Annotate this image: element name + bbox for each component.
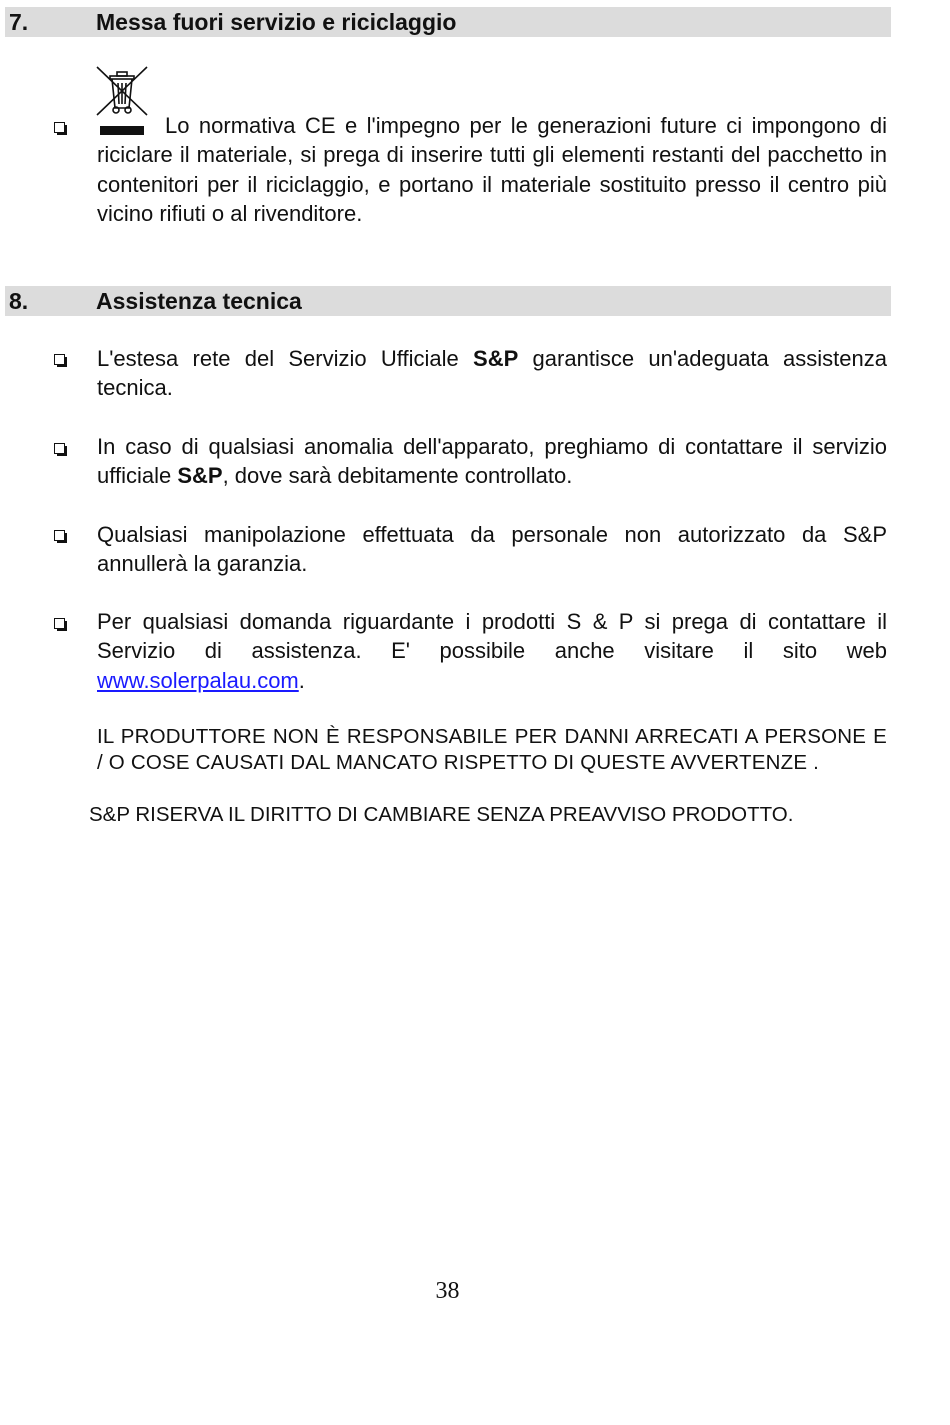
section-7-number: 7. bbox=[9, 9, 29, 35]
bullet-icon bbox=[53, 121, 67, 135]
item-2-brand: S&P bbox=[177, 463, 223, 489]
bullet-icon bbox=[53, 442, 67, 456]
page-number: 38 bbox=[435, 1278, 460, 1304]
item-1-text-pre: L'estesa rete del Servizio Ufficiale bbox=[97, 346, 474, 371]
section-8-number: 8. bbox=[9, 288, 29, 314]
item-4-text-pre: Per qualsiasi domanda riguardante i prodotti S & P si prega di contattare il Servizio di assistenza. E' possibile anche visitare il sito web bbox=[97, 609, 887, 664]
reserve-text: S&P RISERVA IL DIRITTO DI CAMBIARE SENZA PREAVVISO PRODOTTO. bbox=[89, 803, 794, 826]
bullet-icon bbox=[53, 353, 67, 367]
section-7-title: Messa fuori servizio e riciclaggio bbox=[96, 9, 457, 35]
assistance-item-3: Qualsiasi manipolazione effettuata da personale non autorizzato da S&P annullerà la garanzia. bbox=[97, 522, 887, 577]
assistance-item-2 bbox=[97, 432, 887, 491]
item-2-text-pre: In caso di qualsiasi anomalia dell'apparato, preghiamo di contattare il servizio ufficiale bbox=[97, 434, 887, 489]
disclaimer-text: IL PRODUTTORE NON È RESPONSABILE PER DANNI ARRECATI A PERSONE E / O COSE CAUSATI DAL MANCATO RISPETTO DI QUESTE AVVERTENZE . bbox=[97, 725, 887, 774]
item-4-text-post: . bbox=[298, 667, 305, 693]
section-7-header bbox=[5, 7, 891, 37]
section-8-header bbox=[5, 286, 891, 316]
bullet-icon bbox=[53, 529, 67, 543]
bullet-icon bbox=[53, 617, 67, 631]
website-link[interactable]: www.solerpalau.com bbox=[97, 667, 299, 693]
item-1-text-post: garantisce un'adeguata assistenza tecnica. bbox=[97, 346, 887, 401]
section-8-title: Assistenza tecnica bbox=[96, 288, 302, 314]
assistance-item-4 bbox=[97, 607, 887, 695]
weee-crossed-bin-icon bbox=[94, 64, 150, 118]
section-7-paragraph: Lo normativa CE e l'impegno per le generazioni future ci impongono di riciclare il materiale, si prega di inserire tutti gli elementi restanti del pacchetto in contenitori per il riciclaggio, e portano il materiale sostituito presso il centro più vicino rifiuti o al rivenditore. bbox=[97, 113, 887, 226]
assistance-item-1 bbox=[97, 344, 887, 403]
item-1-brand: S&P bbox=[473, 346, 519, 371]
item-2-text-post: , dove sarà debitamente controllato. bbox=[222, 463, 573, 489]
